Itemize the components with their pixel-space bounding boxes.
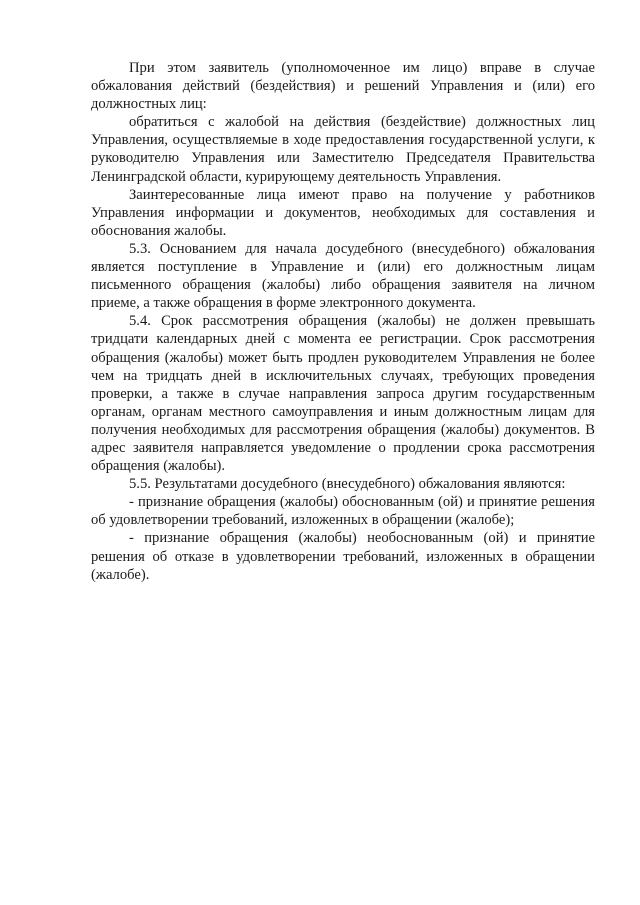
paragraph-right-to-information: Заинтересованные лица имеют право на получение у работников Управления информации и документов, необходимых для составления и обоснования жалобы. [91, 186, 595, 239]
list-item-unjustified: - признание обращения (жалобы) необоснованным (ой) и принятие решения об отказе в удовлетворении требований, изложенных в обращении (жалобе). [91, 530, 595, 583]
paragraph-5-4-term: 5.4. Срок рассмотрения обращения (жалобы) не должен превышать тридцати календарных дней с момента ее регистрации. Срок рассмотрения обращения (жалобы) может быть продлен руководителем Управления не более чем на тридцать дней в исключительных случаях, требующих проведения проверки, а также в случае направления запроса другим государственным органам, органам местного самоуправления и иным должностным лицам для получения необходимых для рассмотрения обращения (жалобы) документов. В адрес заявителя направляется уведомление о продлении срока рассмотрения обращения (жалобы). [91, 313, 595, 475]
document-page [91, 59, 595, 584]
paragraph-5-3-grounds: 5.3. Основанием для начала досудебного (внесудебного) обжалования является поступление в Управление и (или) его должностным лицам письменного обращения (жалобы) либо обращения заявителя на личном приеме, а также обращения в форме электронного документа. [91, 240, 595, 312]
paragraph-5-5-results: 5.5. Результатами досудебного (внесудебного) обжалования являются: [129, 476, 566, 493]
list-item-justified: - признание обращения (жалобы) обоснованным (ой) и принятие решения об удовлетворении требований, изложенных в обращении (жалобе); [91, 494, 595, 529]
paragraph-complaint-to-head: обратиться с жалобой на действия (бездействие) должностных лиц Управления, осуществляемые в ходе предоставления государственной услуги, к руководителю Управления или Заместителю Председателя Правительства Ленинградской области, курирующему деятельность Управления. [91, 114, 595, 185]
paragraph-appeal-right: При этом заявитель (уполномоченное им лицо) вправе в случае обжалования действий (бездействия) и решений Управления и (или) его должностных лиц: [91, 60, 595, 113]
